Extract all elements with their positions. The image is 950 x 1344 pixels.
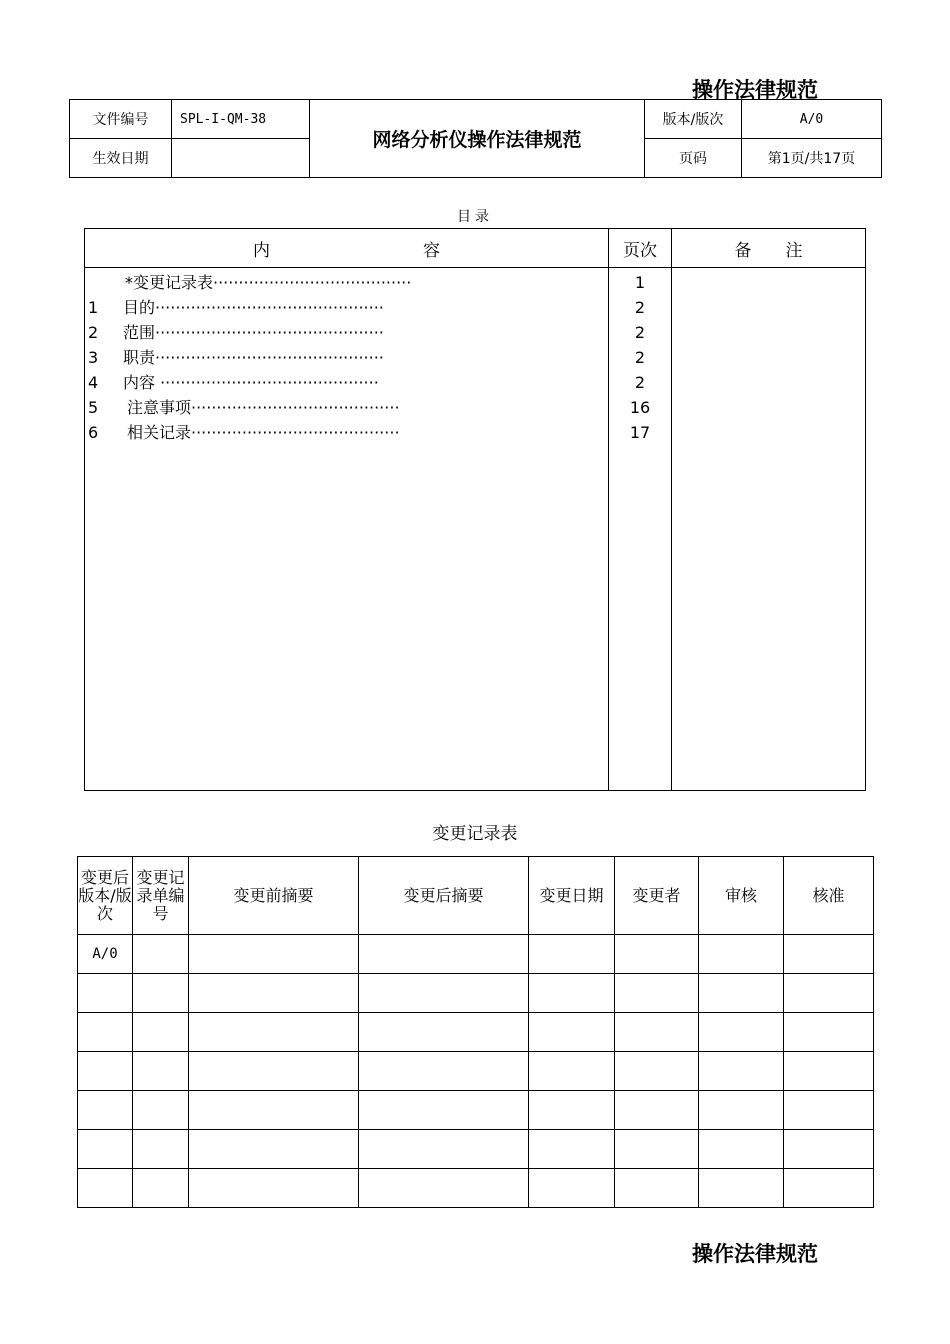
- change-record-cell: [615, 974, 699, 1013]
- toc-entry: [85, 395, 608, 420]
- change-record-header: 核准: [784, 857, 874, 935]
- toc-header-page: 页次: [609, 229, 672, 268]
- change-record-cell: [529, 1169, 615, 1208]
- document-header-table: [69, 99, 882, 178]
- toc-entry-page: 2: [634, 298, 646, 317]
- change-record-cell: [529, 974, 615, 1013]
- effective-date-value: [172, 139, 310, 178]
- change-record-header: 变更后版本/版次: [78, 857, 133, 935]
- toc-remarks-cell: [672, 268, 866, 791]
- toc-entry-number: 5: [88, 398, 99, 417]
- change-record-row: [78, 1130, 874, 1169]
- change-record-cell: [529, 1052, 615, 1091]
- toc-header-remark: 备 注: [672, 229, 866, 268]
- change-record-cell: [699, 974, 784, 1013]
- toc-entry-page: 17: [629, 423, 651, 442]
- change-record-cell: [615, 935, 699, 974]
- change-record-cell: [784, 1169, 874, 1208]
- toc-entries-cell: [85, 268, 609, 791]
- toc-entry-number: 1: [88, 298, 99, 317]
- toc-entry-number: 2: [88, 323, 99, 342]
- change-record-cell: [359, 1052, 529, 1091]
- page-value: 第1页/共17页: [742, 139, 882, 178]
- page-label: 页码: [645, 139, 742, 178]
- toc-entry-label: *变更记录表·······································: [125, 273, 412, 292]
- toc-pages: [609, 268, 671, 445]
- change-record-cell: [529, 935, 615, 974]
- change-record-cell: [78, 1052, 133, 1091]
- change-record-cell: [359, 974, 529, 1013]
- change-record-cell: A/0: [78, 935, 133, 974]
- change-record-cell: [78, 1169, 133, 1208]
- change-record-cell: [133, 1052, 189, 1091]
- change-record-cell: [615, 1130, 699, 1169]
- version-label: 版本/版次: [645, 100, 742, 139]
- change-record-cell: [784, 1052, 874, 1091]
- change-record-cell: [699, 1169, 784, 1208]
- change-record-cell: [78, 974, 133, 1013]
- change-record-cell: [615, 1052, 699, 1091]
- change-record-row: [78, 935, 874, 974]
- change-record-caption: 变更记录表: [432, 824, 518, 844]
- toc-entry: [85, 320, 608, 345]
- change-record-cell: [359, 935, 529, 974]
- toc-entry-page: 16: [629, 398, 651, 417]
- change-record-cell: [784, 1013, 874, 1052]
- table-of-contents: [84, 228, 866, 791]
- change-record-cell: [189, 1091, 359, 1130]
- change-record-cell: [189, 1130, 359, 1169]
- change-record-table: [77, 856, 874, 1208]
- change-record-cell: [784, 974, 874, 1013]
- change-record-header: 变更者: [615, 857, 699, 935]
- header-title: 操作法律规范: [692, 77, 818, 102]
- change-record-cell: [699, 1013, 784, 1052]
- toc-entry-number: 4: [88, 373, 99, 392]
- change-record-row: [78, 1013, 874, 1052]
- change-record-cell: [359, 1169, 529, 1208]
- toc-pages-cell: [609, 268, 672, 791]
- change-record-cell: [133, 1013, 189, 1052]
- effective-date-label: 生效日期: [70, 139, 172, 178]
- change-record-cell: [699, 935, 784, 974]
- toc-header-content: 内 容: [85, 229, 609, 268]
- change-record-cell: [359, 1130, 529, 1169]
- change-record-cell: [615, 1013, 699, 1052]
- change-record-cell: [699, 1052, 784, 1091]
- change-record-cell: [133, 974, 189, 1013]
- version-value: A/0: [742, 100, 882, 139]
- toc-entry-label: 范围·············································: [123, 323, 384, 342]
- change-record-cell: [615, 1169, 699, 1208]
- change-record-cell: [78, 1130, 133, 1169]
- change-record-cell: [784, 1130, 874, 1169]
- change-record-cell: [189, 935, 359, 974]
- toc-entry-label: 注意事项·········································: [127, 398, 400, 417]
- change-record-cell: [133, 1169, 189, 1208]
- change-record-row: [78, 1091, 874, 1130]
- toc-entry-label: 相关记录·········································: [127, 423, 400, 442]
- change-record-cell: [189, 1013, 359, 1052]
- toc-entries: [85, 268, 608, 445]
- toc-caption: 目录: [457, 209, 493, 225]
- toc-entry: [85, 270, 608, 295]
- change-record-row: [78, 1052, 874, 1091]
- toc-entry-number: 6: [88, 423, 99, 442]
- change-record-cell: [133, 1130, 189, 1169]
- change-record-cell: [133, 1091, 189, 1130]
- change-record-header: 变更前摘要: [189, 857, 359, 935]
- toc-entry: [85, 370, 608, 395]
- toc-entry-page: 2: [634, 323, 646, 342]
- toc-entry-number: 3: [88, 348, 99, 367]
- change-record-cell: [133, 935, 189, 974]
- change-record-header: 变更记录单编号: [133, 857, 189, 935]
- file-number-value: SPL-I-QM-38: [172, 100, 310, 139]
- file-number-label: 文件编号: [70, 100, 172, 139]
- change-record-cell: [784, 935, 874, 974]
- change-record-cell: [529, 1091, 615, 1130]
- change-record-header: 变更后摘要: [359, 857, 529, 935]
- change-record-cell: [78, 1091, 133, 1130]
- change-record-cell: [615, 1091, 699, 1130]
- toc-entry-page: 2: [634, 373, 646, 392]
- toc-entry-label: 目的·············································: [123, 298, 384, 317]
- toc-entry-label: 职责·············································: [123, 348, 384, 367]
- change-record-cell: [189, 974, 359, 1013]
- toc-entry: [85, 345, 608, 370]
- change-record-cell: [189, 1169, 359, 1208]
- change-record-cell: [78, 1013, 133, 1052]
- change-record-header: 审核: [699, 857, 784, 935]
- toc-entry-label: 内容 ···········································: [123, 373, 379, 392]
- change-record-cell: [699, 1091, 784, 1130]
- footer-title: 操作法律规范: [692, 1241, 818, 1266]
- change-record-cell: [699, 1130, 784, 1169]
- toc-entry-page: 1: [634, 273, 646, 292]
- change-record-header: 变更日期: [529, 857, 615, 935]
- change-record-cell: [359, 1013, 529, 1052]
- toc-entry: [85, 295, 608, 320]
- toc-entry: [85, 420, 608, 445]
- change-record-row: [78, 1169, 874, 1208]
- change-record-cell: [784, 1091, 874, 1130]
- change-record-cell: [529, 1130, 615, 1169]
- change-record-cell: [189, 1052, 359, 1091]
- document-title: 网络分析仪操作法律规范: [310, 100, 645, 178]
- toc-entry-page: 2: [634, 348, 646, 367]
- change-record-cell: [359, 1091, 529, 1130]
- change-record-cell: [529, 1013, 615, 1052]
- change-record-row: [78, 974, 874, 1013]
